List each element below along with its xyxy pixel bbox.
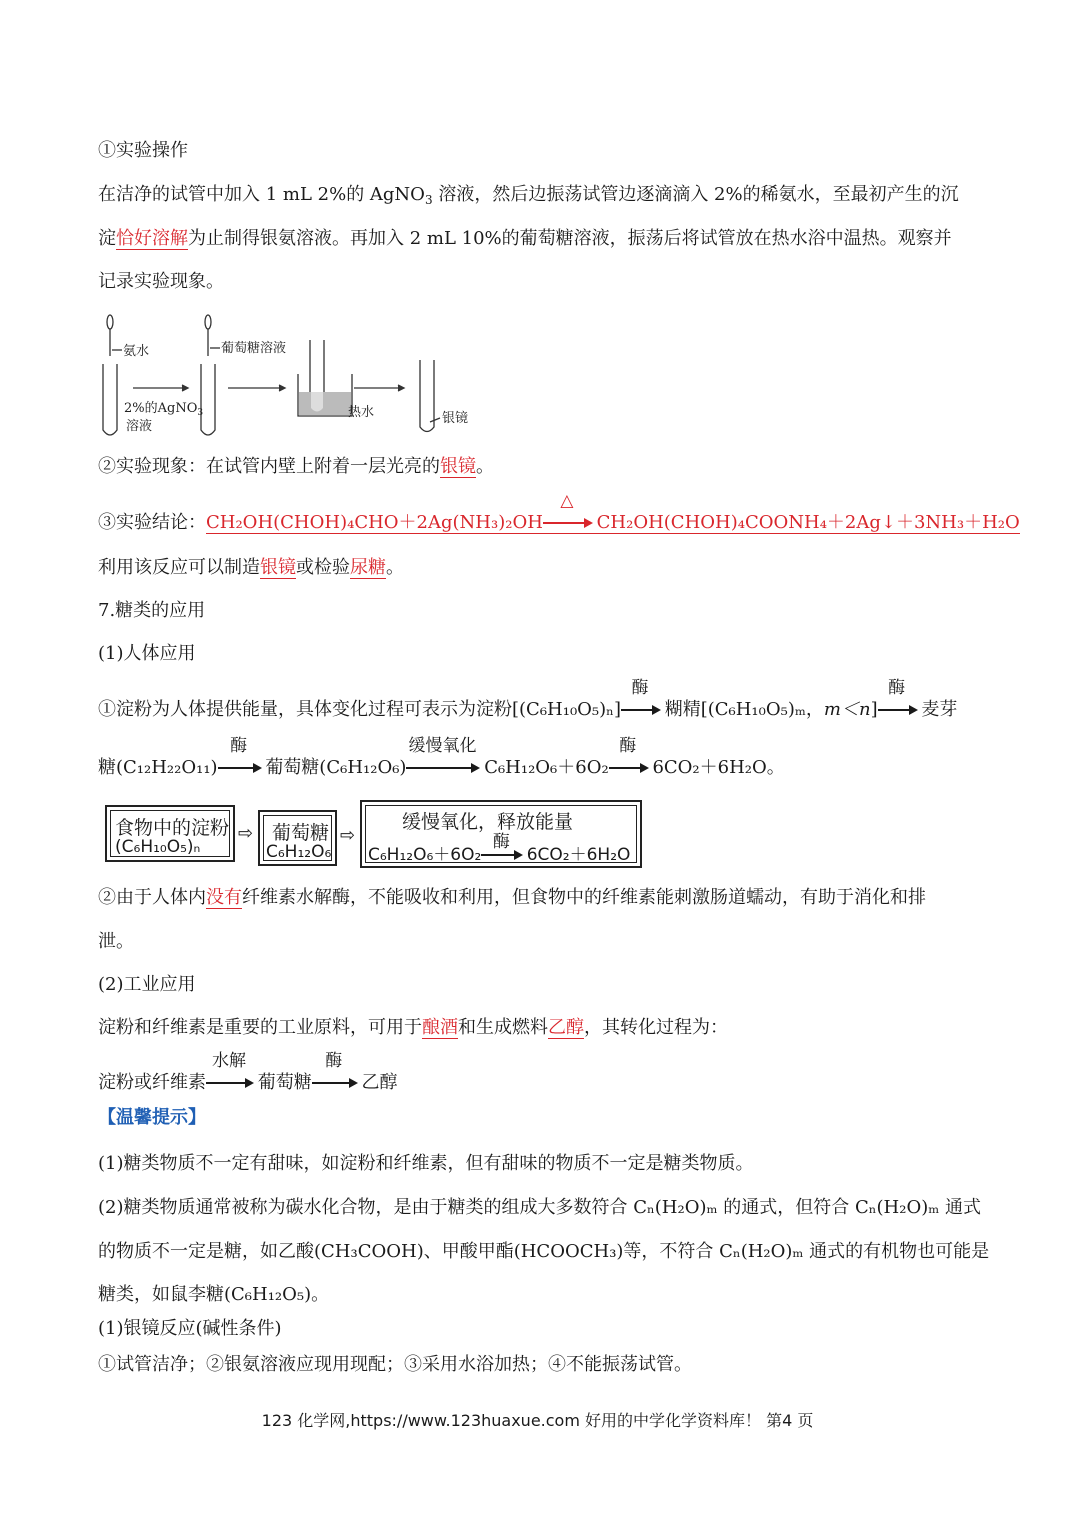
flow-box-glucose: 葡萄糖 C₆H₁₂O₆ xyxy=(258,810,337,866)
label-silver-mirror: 银镜 xyxy=(442,411,469,426)
enzyme-arrow: 酶 xyxy=(481,845,521,865)
test-tube-icon xyxy=(201,364,215,435)
enzyme-arrow: 酶 xyxy=(312,1070,356,1096)
experiment-figure xyxy=(98,312,488,442)
test-tube-icon xyxy=(103,364,117,435)
enzyme-arrow: 酶 xyxy=(878,697,916,723)
heading-human-use: (1)人体应用 xyxy=(98,643,196,664)
equation-silver-mirror: CH₂OH(CHOH)₄CHO＋2Ag(NH₃)₂OH △ CH₂OH(CHOH)₄COONH₄＋2Ag↓＋3NH₃＋H₂O xyxy=(206,512,1020,534)
tip-2b: 的物质不一定是糖，如乙酸(CH₃COOH)、甲酸甲酯(HCOOCH₃)等，不符合 Cₙ(H₂O)ₘ 通式的有机物也可能是 xyxy=(98,1241,990,1262)
paragraph-operation-1: 在洁净的试管中加入 1 mL 2%的 AgNO$_3$ 溶液，然后边振荡试管边逐滴滴入 2%的稀氨水，至最初产生的沉 xyxy=(98,184,959,207)
page-footer: 123 化学网,https://www.123huaxue.com 好用的中学化学资料库！ 第4 页 xyxy=(261,1411,814,1430)
answer-dissolve: 恰好溶解 xyxy=(116,228,188,249)
paragraph-conclusion: ③实验结论：CH₂OH(CHOH)₄CHO＋2Ag(NH₃)₂OH △ CH₂OH(CHOH)₄COONH₄＋2Ag↓＋3NH₃＋H₂O xyxy=(98,510,1020,536)
paragraph-phenomenon: ②实验现象：在试管内壁上附着一层光亮的银镜。 xyxy=(98,456,494,477)
tip-1: (1)糖类物质不一定有甜味，如淀粉和纤维素，但有甜味的物质不一定是糖类物质。 xyxy=(98,1153,754,1174)
label-ammonia: 氨水 xyxy=(123,344,150,359)
enzyme-arrow: 酶 xyxy=(609,755,647,781)
paragraph-starch-1: ①淀粉为人体提供能量，具体变化过程可表示为淀粉[(C₆H₁₀O₅)ₙ] 酶 糊精[(C₆H₁₀O₅)ₘ，m＜n] 酶 麦芽 xyxy=(98,697,957,723)
heading-industry-use: (2)工业应用 xyxy=(98,974,196,995)
tip-title: 【温馨提示】 xyxy=(98,1107,206,1128)
section-operation-title: ①实验操作 xyxy=(98,140,188,161)
paragraph-conversion: 淀粉或纤维素 水解 葡萄糖 酶 乙醇 xyxy=(98,1070,397,1096)
dropper-bulb-icon xyxy=(107,315,113,329)
paragraph-starch-2: 糖(C₁₂H₂₂O₁₁) 酶 葡萄糖(C₆H₁₂O₆) 缓慢氧化 C₆H₁₂O₆＋6O₂ 酶 6CO₂＋6H₂O。 xyxy=(98,755,785,781)
label-glucose-solution: 葡萄糖溶液 xyxy=(221,341,287,356)
hydrolysis-arrow: 水解 xyxy=(206,1070,252,1096)
flow-arrow-icon: ⇨ xyxy=(238,823,254,844)
label-solution: 溶液 xyxy=(126,419,153,434)
paragraph-fiber-1: ②由于人体内没有纤维素水解酶，不能吸收和利用，但食物中的纤维素能刺激肠道蠕动，有助于消化和排 xyxy=(98,887,926,908)
hot-water-fill xyxy=(299,392,351,415)
paragraph-use: 利用该反应可以制造银镜或检验尿糖。 xyxy=(98,557,404,578)
tip-4: ①试管洁净；②银氨溶液应现用现配；③采用水浴加热；④不能振荡试管。 xyxy=(98,1354,692,1375)
flow-box-starch: 食物中的淀粉 (C₆H₁₀O₅)ₙ xyxy=(105,805,235,862)
answer-silver-mirror: 银镜 xyxy=(440,456,476,477)
label-hot-water: 热水 xyxy=(348,405,375,420)
paragraph-fiber-2: 泄。 xyxy=(98,931,134,952)
slow-oxidation-arrow: 缓慢氧化 xyxy=(406,755,478,781)
flow-box-oxidation: 缓慢氧化，释放能量 C₆H₁₂O₆＋6O₂ 酶 6CO₂＋6H₂O xyxy=(360,800,642,868)
paragraph-operation-3: 记录实验现象。 xyxy=(98,271,224,292)
dropper-bulb-icon xyxy=(205,315,211,329)
flow-arrow-icon: ⇨ xyxy=(340,825,356,846)
tip-2a: (2)糖类物质通常被称为碳水化合物，是由于糖类的组成大多数符合 Cₙ(H₂O)ₘ 的通式，但符合 Cₙ(H₂O)ₘ 通式 xyxy=(98,1197,982,1218)
reaction-arrow: △ xyxy=(543,510,591,536)
enzyme-arrow: 酶 xyxy=(621,697,659,723)
heading-sugar-uses: 7.糖类的应用 xyxy=(98,600,206,621)
paragraph-operation-2: 淀恰好溶解为止制得银氨溶液。再加入 2 mL 10%的葡萄糖溶液，振荡后将试管放在热水浴中温热。观察并 xyxy=(98,228,952,249)
tip-3: (1)银镜反应(碱性条件) xyxy=(98,1318,282,1339)
paragraph-industry: 淀粉和纤维素是重要的工业原料，可用于酿酒和生成燃料乙醇，其转化过程为： xyxy=(98,1017,728,1038)
tip-2c: 糖类，如鼠李糖(C₆H₁₂O₅)。 xyxy=(98,1284,330,1305)
label-agno3: 2%的AgNO$_3$ xyxy=(124,401,204,418)
enzyme-arrow: 酶 xyxy=(218,755,260,781)
